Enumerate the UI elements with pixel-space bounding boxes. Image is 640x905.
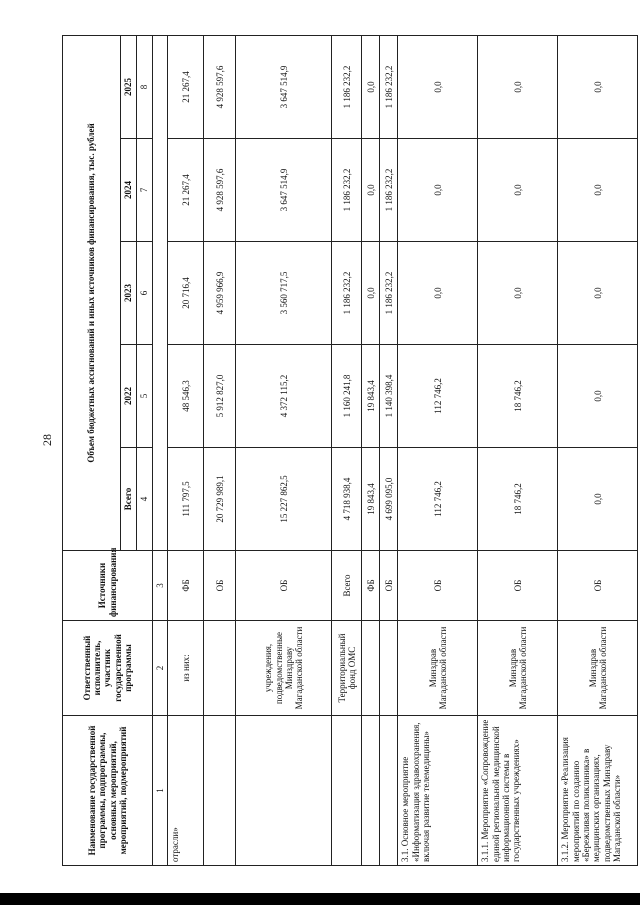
name-cell: 3.1.1. Мероприятие «Сопровождение единой региональной медицинской информационной системы в государственных учреждениях» xyxy=(478,716,558,866)
year-value-cell: 4 372 115,2 xyxy=(236,345,332,448)
responsible-cell xyxy=(362,621,380,716)
year-value-cell: 0,0 xyxy=(558,35,638,138)
page-number: 28 xyxy=(40,434,54,446)
header-responsible: Ответственный исполнитель, участник государственной программы xyxy=(63,621,153,716)
year-value-cell: 0,0 xyxy=(398,35,478,138)
table-row xyxy=(558,35,638,865)
scan-bottom-edge xyxy=(0,893,640,905)
year-value-cell: 19 843,4 xyxy=(362,345,380,448)
name-cell xyxy=(362,716,380,866)
table-row xyxy=(168,35,204,865)
name-cell xyxy=(332,716,362,866)
table-row xyxy=(236,35,332,865)
year-value-cell: 0,0 xyxy=(398,242,478,345)
year-value-cell: 0,0 xyxy=(478,139,558,242)
table-row xyxy=(204,35,236,865)
total-value-cell: 111 797,5 xyxy=(168,448,204,551)
total-value-cell: 112 746,2 xyxy=(398,448,478,551)
rotated-table-container xyxy=(62,36,623,866)
year-value-cell: 0,0 xyxy=(558,345,638,448)
year-value-cell: 0,0 xyxy=(558,242,638,345)
header-total: Всего xyxy=(121,448,137,551)
source-cell: ФБ xyxy=(168,551,204,621)
source-cell: Всего xyxy=(332,551,362,621)
table-row xyxy=(332,35,362,865)
responsible-cell: Территориальный фонд ОМС xyxy=(332,621,362,716)
table-row xyxy=(398,35,478,865)
responsible-cell: учреждения, подведомственные Минздраву Магаданской области xyxy=(236,621,332,716)
year-value-cell: 4 928 597,6 xyxy=(204,139,236,242)
source-cell: ОБ xyxy=(380,551,398,621)
year-value-cell: 1 160 241,8 xyxy=(332,345,362,448)
financing-table xyxy=(62,35,638,866)
col-num: 3 xyxy=(153,551,168,621)
header-year: 2024 xyxy=(121,139,137,242)
responsible-cell: Минздрав Магаданской области xyxy=(478,621,558,716)
responsible-cell xyxy=(380,621,398,716)
name-cell: отрасли» xyxy=(168,716,204,866)
responsible-cell xyxy=(204,621,236,716)
col-num: 5 xyxy=(137,345,153,448)
col-num: 2 xyxy=(153,621,168,716)
source-cell: ОБ xyxy=(558,551,638,621)
year-value-cell: 1 186 232,2 xyxy=(380,139,398,242)
header-funding: Объем бюджетных ассигнований и иных источников финансирования, тыс. рублей xyxy=(63,35,121,550)
name-cell xyxy=(236,716,332,866)
header-year: 2023 xyxy=(121,242,137,345)
total-value-cell: 4 718 938,4 xyxy=(332,448,362,551)
year-value-cell: 1 186 232,2 xyxy=(332,242,362,345)
col-num: 6 xyxy=(137,242,153,345)
col-num: 1 xyxy=(153,716,168,866)
year-value-cell: 20 716,4 xyxy=(168,242,204,345)
year-value-cell: 21 267,4 xyxy=(168,35,204,138)
header-name: Наименование государственной программы, подпрограммы, основных мероприятий, мероприятий, подмероприятий xyxy=(63,716,153,866)
year-value-cell: 112 746,2 xyxy=(398,345,478,448)
year-value-cell: 18 746,2 xyxy=(478,345,558,448)
source-cell: ФБ xyxy=(362,551,380,621)
year-value-cell: 3 647 514,9 xyxy=(236,139,332,242)
header-year: 2022 xyxy=(121,345,137,448)
year-value-cell: 0,0 xyxy=(478,35,558,138)
table-row xyxy=(380,35,398,865)
year-value-cell: 4 928 597,6 xyxy=(204,35,236,138)
total-value-cell: 4 699 095,0 xyxy=(380,448,398,551)
source-cell: ОБ xyxy=(398,551,478,621)
table-row xyxy=(362,35,380,865)
year-value-cell: 1 186 232,2 xyxy=(380,242,398,345)
year-value-cell: 0,0 xyxy=(362,35,380,138)
table-row xyxy=(478,35,558,865)
col-num: 4 xyxy=(137,448,153,551)
year-value-cell: 3 560 717,5 xyxy=(236,242,332,345)
year-value-cell: 1 186 232,2 xyxy=(332,139,362,242)
year-value-cell: 0,0 xyxy=(398,139,478,242)
source-cell: ОБ xyxy=(236,551,332,621)
year-value-cell: 0,0 xyxy=(362,242,380,345)
responsible-cell: Минздрав Магаданской области xyxy=(398,621,478,716)
header-year: 2025 xyxy=(121,35,137,138)
year-value-cell: 1 140 398,4 xyxy=(380,345,398,448)
year-value-cell: 21 267,4 xyxy=(168,139,204,242)
responsible-cell: Минздрав Магаданской области xyxy=(558,621,638,716)
year-value-cell: 0,0 xyxy=(478,242,558,345)
source-cell: ОБ xyxy=(204,551,236,621)
total-value-cell: 15 227 862,5 xyxy=(236,448,332,551)
total-value-cell: 19 843,4 xyxy=(362,448,380,551)
year-value-cell: 4 959 966,9 xyxy=(204,242,236,345)
source-cell: ОБ xyxy=(478,551,558,621)
total-value-cell: 20 729 989,1 xyxy=(204,448,236,551)
name-cell xyxy=(380,716,398,866)
year-value-cell: 48 546,3 xyxy=(168,345,204,448)
year-value-cell: 0,0 xyxy=(362,139,380,242)
name-cell: 3.1.2. Мероприятие «Реализация мероприятий по созданию «Бережливая поликлиника» в медицинских организациях, подведомственных Минздраву Магаданской области» xyxy=(558,716,638,866)
year-value-cell: 3 647 514,9 xyxy=(236,35,332,138)
year-value-cell: 1 186 232,2 xyxy=(380,35,398,138)
name-cell: 3.1. Основное мероприятие «Информатизация здравоохранения, включая развитие телемедицины» xyxy=(398,716,478,866)
name-cell xyxy=(204,716,236,866)
col-num: 7 xyxy=(137,139,153,242)
year-value-cell: 5 912 827,0 xyxy=(204,345,236,448)
total-value-cell: 0,0 xyxy=(558,448,638,551)
year-value-cell: 1 186 232,2 xyxy=(332,35,362,138)
year-value-cell: 0,0 xyxy=(558,139,638,242)
total-value-cell: 18 746,2 xyxy=(478,448,558,551)
header-source: Источники финансирования xyxy=(63,551,153,621)
col-num: 8 xyxy=(137,35,153,138)
responsible-cell: из них: xyxy=(168,621,204,716)
